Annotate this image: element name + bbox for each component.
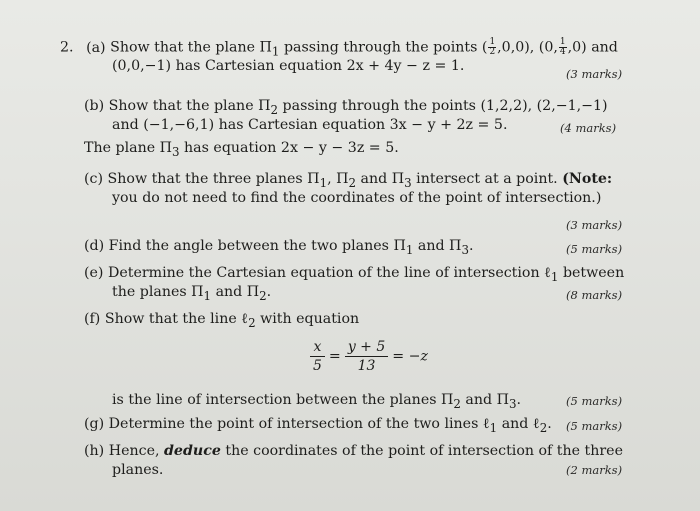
part-h-line1 [84,442,623,460]
part-b-marks: (4 marks) [560,121,617,135]
part-a-text-pre: Show that the plane Π [110,39,272,56]
part-f-text: and Π [460,392,509,408]
fraction-den: 2 [489,47,496,57]
part-f-text: with equation [255,311,360,327]
part-a-text-end: ,0) and [567,39,618,56]
subscript: 3 [509,396,517,411]
part-g-text: and ℓ [497,416,540,432]
part-c-text-pre: Show that the three planes Π [107,171,320,187]
part-h-label: (h) [84,443,105,459]
subscript: 1 [405,242,414,257]
part-f-line3 [112,391,521,413]
part-h-line2: planes. [112,462,164,478]
question-number: 2. [60,39,74,56]
part-h-text: Hence, [108,443,165,459]
subscript: 3 [172,144,180,159]
subscript: 2 [453,396,461,411]
eq-y-fraction [345,338,388,375]
part-c-text: and Π [356,171,405,187]
part-b-label: (b) [84,98,105,114]
part-d-text: . [468,238,474,254]
part-h-text: the coordinates of the point of intersection of the three [220,443,623,459]
part-b-line2: and (−1,−6,1) has Cartesian equation 3x − y + 2z = 5. [112,117,508,133]
part-c-line2: you do not need to find the coordinates of the point of intersection.) [112,190,602,206]
part-a-text-mid: passing through the points ( [279,39,488,56]
part-d-label: (d) [84,238,105,254]
part-c-marks: (3 marks) [566,218,623,232]
part-e-text: the planes Π [112,284,204,300]
part-g-line [84,415,552,437]
part-d-text: and Π [413,238,462,254]
part-f-text: is the line of intersection between the planes Π [112,392,454,408]
part-d-text: Find the angle between the two planes Π [108,238,406,254]
part-e-text: . [266,284,272,300]
part-a-marks: (3 marks) [566,67,623,81]
part-f-text: . [516,392,522,408]
subscript: 2 [259,288,267,303]
part-e-text: Determine the Cartesian equation of the line of intersection ℓ [107,265,551,281]
fraction-num: 1 [489,37,496,47]
part-f-text: Show that the line ℓ [104,311,249,327]
subscript: 3 [404,175,412,190]
part-e-label: (e) [84,265,104,281]
part-a-text-mid2: ,0,0), (0, [497,39,558,56]
fraction-quarter [559,38,567,57]
line-equation [306,338,428,375]
fraction-num: y + 5 [345,338,388,357]
note-label: (Note: [562,171,613,187]
subscript: 1 [271,44,280,59]
plane3-post: has equation 2x − y − 3z = 5. [179,140,399,156]
deduce-emphasis: deduce [164,443,221,459]
fraction-den: 4 [559,47,566,57]
subscript: 2 [270,102,279,117]
part-h-marks: (2 marks) [566,463,623,477]
fraction-den: 5 [313,358,322,374]
part-f-label: (f) [84,311,101,327]
fraction-half [488,38,496,57]
part-e-text: between [558,265,625,281]
plane3-statement [84,139,399,161]
subscript: 1 [489,420,498,435]
part-a-line2: (0,0,−1) has Cartesian equation 2x + 4y − z = 1. [112,58,465,74]
part-b-text-end: passing through the points (1,2,2), (2,−1,−1) [278,98,608,114]
plane3-pre: The plane Π [84,140,172,156]
part-c-text: intersect at a point. [411,171,558,187]
subscript: 2 [348,175,357,190]
part-g-text: . [547,416,552,432]
part-e-marks: (8 marks) [566,288,623,302]
part-a-label: (a) [86,39,106,56]
part-f-line1 [84,310,359,332]
part-c-label: (c) [84,171,104,187]
part-d-marks: (5 marks) [566,242,623,256]
subscript: 2 [539,420,548,435]
subscript: 3 [461,242,469,257]
part-f-marks: (5 marks) [566,394,623,408]
subscript: 1 [550,269,559,284]
part-g-text: Determine the point of intersection of the two lines ℓ [108,416,490,432]
part-d-line [84,237,473,259]
fraction-num: x [310,338,325,357]
fraction-num: 1 [559,37,566,47]
part-c-text: , Π [327,171,349,187]
eq-rhs: = −z [392,348,429,365]
part-g-marks: (5 marks) [566,419,623,433]
fraction-den: 13 [357,358,376,374]
part-e-text: and Π [211,284,260,300]
subscript: 2 [248,315,256,330]
part-g-label: (g) [84,416,105,432]
part-e-line2 [112,283,271,305]
subscript: 1 [203,288,212,303]
eq-x-fraction [310,338,325,375]
subscript: 1 [319,175,328,190]
equals-sign: = [328,348,341,365]
part-b-text-pre: Show that the plane Π [108,98,271,114]
